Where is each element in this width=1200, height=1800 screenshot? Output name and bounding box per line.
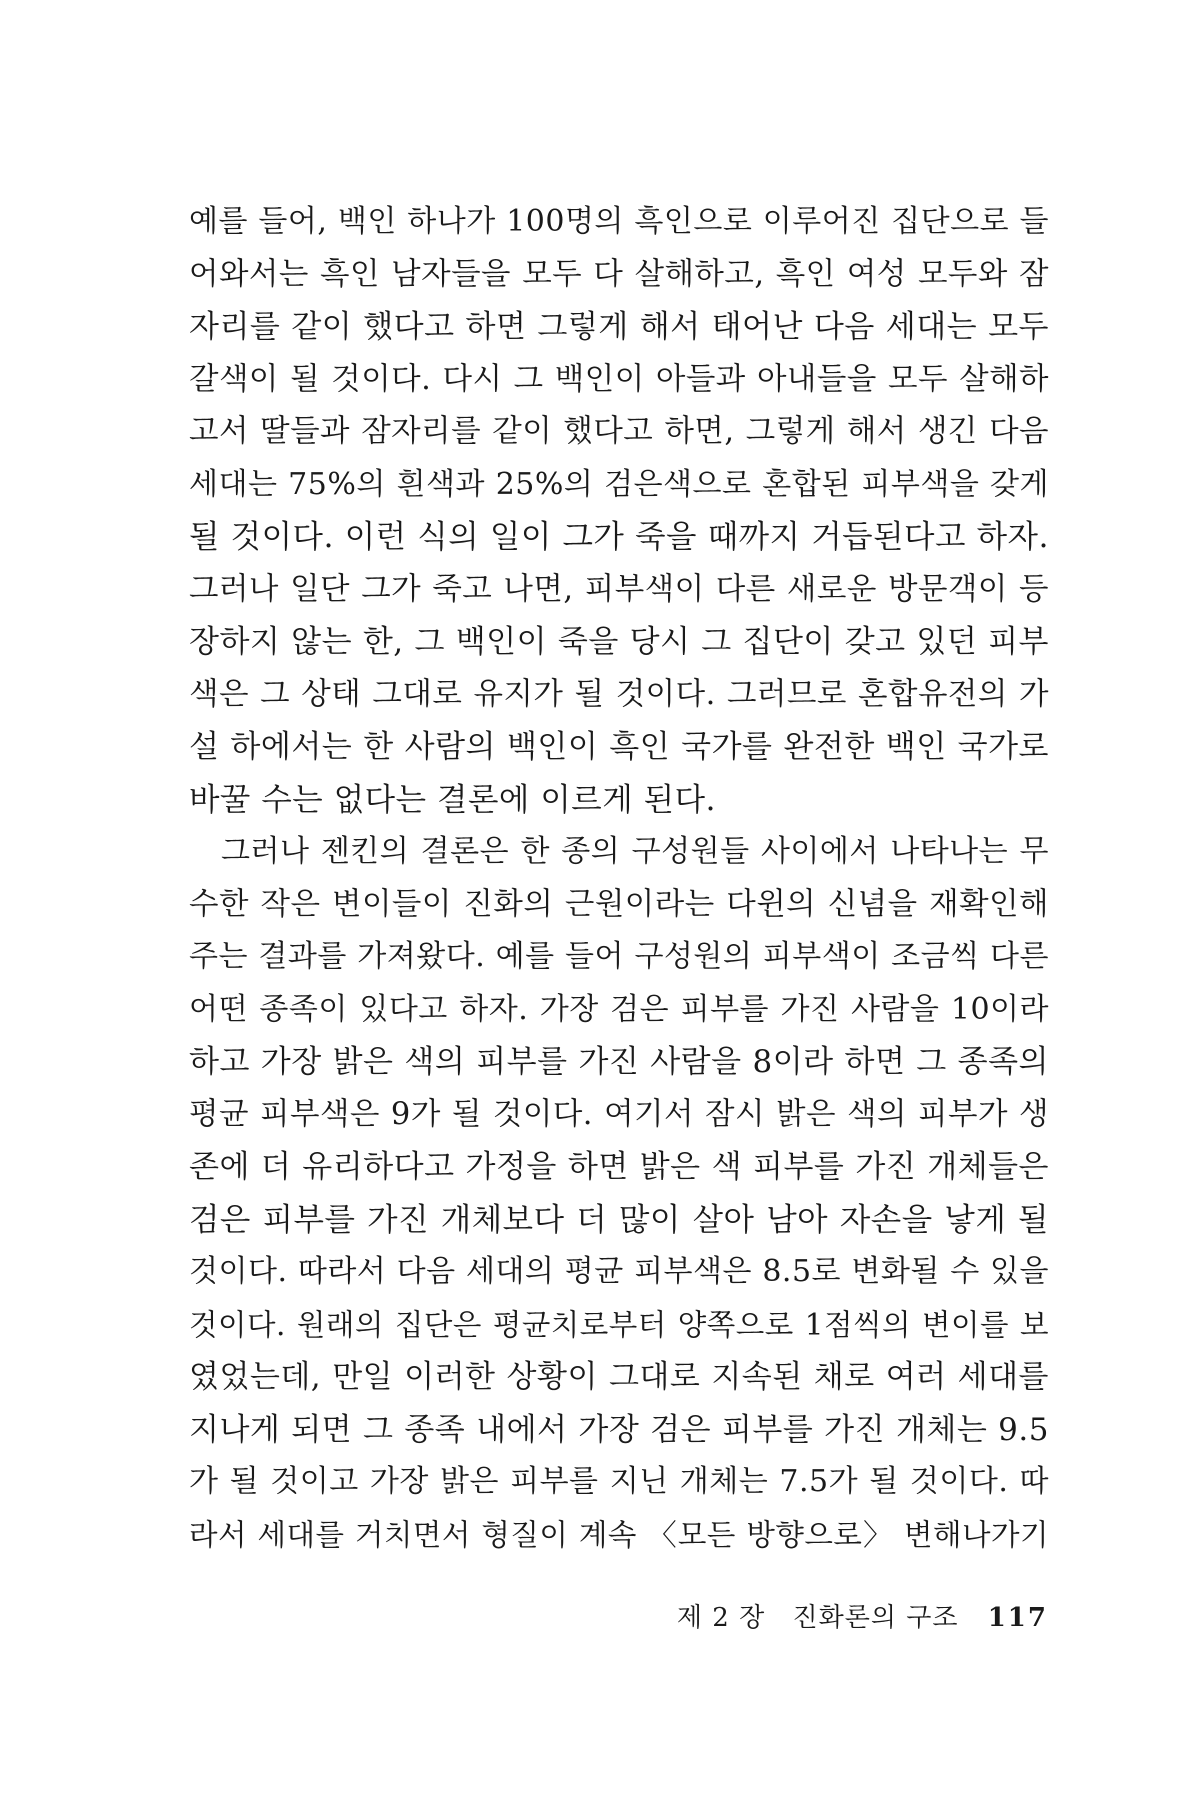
text-line: 였었는데, 만일 이러한 상황이 그대로 지속된 채로 여러 세대를 xyxy=(189,1359,1049,1395)
text-line: 가 될 것이고 가장 밝은 피부를 지닌 개체는 7.5가 될 것이다. 따 xyxy=(189,1464,1049,1499)
chapter-label: 제 2 장 xyxy=(676,1603,766,1633)
text-line: 그러나 일단 그가 죽고 나면, 피부색이 다른 새로운 방문객이 등 xyxy=(189,571,1049,607)
text-line: 것이다. 따라서 다음 세대의 평균 피부색은 8.5로 변화될 수 있을 xyxy=(189,1254,1049,1289)
text-line: 하고 가장 밝은 색의 피부를 가진 사람을 8이라 하면 그 종족의 xyxy=(189,1044,1049,1080)
paragraph-first-line: 그러나 젠킨의 결론은 한 종의 구성원들 사이에서 나타나는 무 xyxy=(221,834,1049,869)
text-line: 예를 들어, 백인 하나가 100명의 흑인으로 이루어진 집단으로 들 xyxy=(189,204,1049,239)
text-line: 어와서는 흑인 남자들을 모두 다 살해하고, 흑인 여성 모두와 잠 xyxy=(189,256,1049,292)
paragraph-last-line: 바꿀 수는 없다는 결론에 이르게 된다. xyxy=(189,781,717,818)
text-line: 갈색이 될 것이다. 다시 그 백인이 아들과 아내들을 모두 살해하 xyxy=(189,361,1049,397)
text-line: 어떤 종족이 있다고 하자. 가장 검은 피부를 가진 사람을 10이라 xyxy=(189,991,1049,1027)
text-line: 주는 결과를 가져왔다. 예를 들어 구성원의 피부색이 조금씩 다른 xyxy=(189,939,1049,974)
text-line: 라서 세대를 거치면서 형질이 계속 〈모든 방향으로〉 변해나가기 xyxy=(189,1517,1049,1552)
text-line: 존에 더 유리하다고 가정을 하면 밝은 색 피부를 가진 개체들은 xyxy=(189,1149,1049,1185)
text-line: 평균 피부색은 9가 될 것이다. 여기서 잠시 밝은 색의 피부가 생 xyxy=(189,1096,1049,1132)
text-line: 검은 피부를 가진 개체보다 더 많이 살아 남아 자손을 낳게 될 xyxy=(189,1201,1049,1238)
text-line: 지나게 되면 그 종족 내에서 가장 검은 피부를 가진 개체는 9.5 xyxy=(189,1411,1049,1448)
text-line: 자리를 같이 했다고 하면 그렇게 해서 태어난 다음 세대는 모두 xyxy=(189,309,1049,345)
text-line: 색은 그 상태 그대로 유지가 될 것이다. 그러므로 혼합유전의 가 xyxy=(189,676,1049,712)
body-text xyxy=(189,196,1049,1561)
text-line: 수한 작은 변이들이 진화의 근원이라는 다윈의 신념을 재확인해 xyxy=(189,886,1049,922)
text-line: 될 것이다. 이런 식의 일이 그가 죽을 때까지 거듭된다고 하자. xyxy=(189,519,1049,555)
running-footer xyxy=(677,1598,1048,1638)
text-line: 세대는 75%의 흰색과 25%의 검은색으로 혼합된 피부색을 갖게 xyxy=(189,466,1049,502)
chapter-title: 진화론의 구조 xyxy=(792,1603,959,1633)
page-number: 117 xyxy=(987,1603,1048,1633)
text-line: 고서 딸들과 잠자리를 같이 했다고 하면, 그렇게 해서 생긴 다음 xyxy=(189,414,1049,449)
text-line: 것이다. 원래의 집단은 평균치로부터 양쪽으로 1점씩의 변이를 보 xyxy=(189,1307,1049,1342)
text-line: 설 하에서는 한 사람의 백인이 흑인 국가를 완전한 백인 국가로 xyxy=(189,729,1049,765)
text-line: 장하지 않는 한, 그 백인이 죽을 당시 그 집단이 갖고 있던 피부 xyxy=(189,624,1049,660)
